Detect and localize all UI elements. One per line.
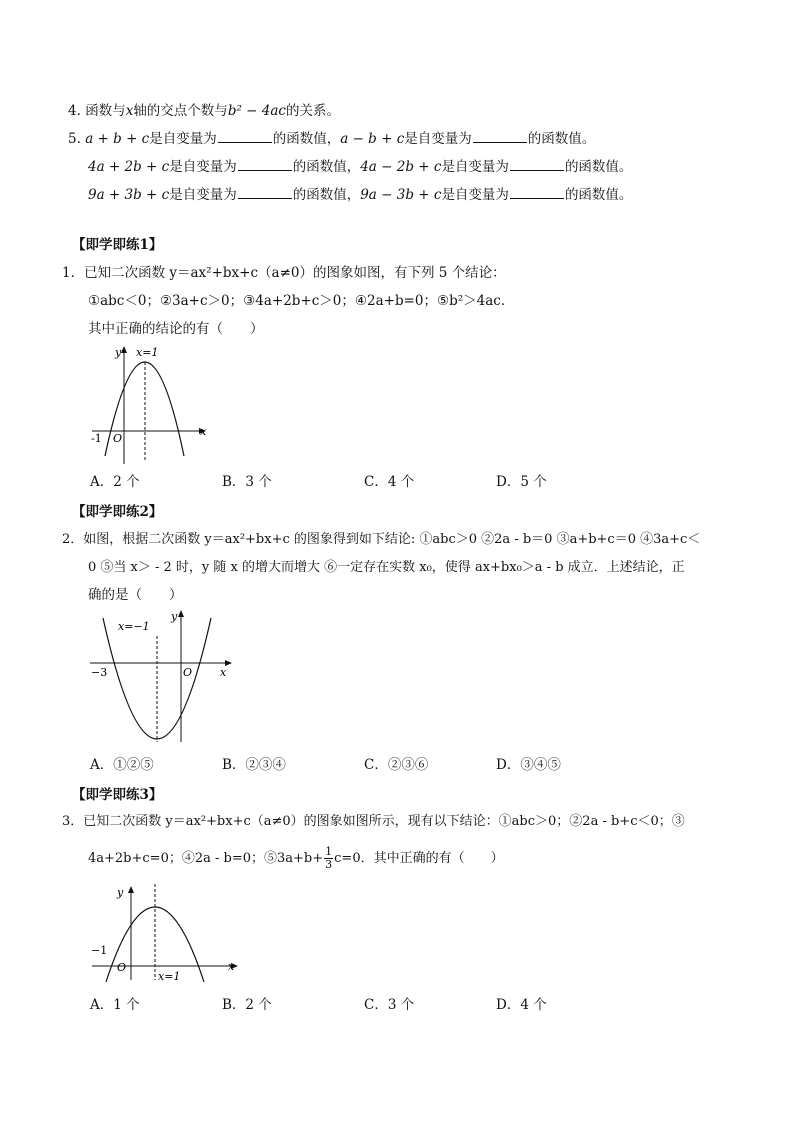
practice-2-option-b[interactable]: B．②③④	[222, 757, 286, 773]
practice-1-parabola-figure	[88, 344, 218, 468]
practice-3-question-line1: 3．已知二次函数 y＝ax²+bx+c（a≠0）的图象如图所示，现有以下结论：①abc＞0；②2a - b+c＜0；③	[62, 814, 685, 829]
fill-blank[interactable]	[218, 130, 272, 143]
y-axis-label: y	[115, 346, 122, 359]
review-item-5-row1: 5. a + b + c是自变量为 的函数值，a − b + c是自变量为 的函数值。	[68, 131, 596, 147]
fill-blank[interactable]	[238, 158, 292, 171]
practice-2-option-a[interactable]: A．①②⑤	[90, 757, 154, 773]
practice-2-option-c[interactable]: C．②③⑥	[364, 757, 429, 773]
practice-2-question-line1: 2．如图，根据二次函数 y＝ax²+bx+c 的图象得到如下结论: ①abc＞0 ②2a - b＝0 ③a+b+c＝0 ④3a+c＜	[62, 532, 701, 547]
origin-label: O	[117, 961, 127, 974]
practice-2-heading: 【即学即练2】	[72, 504, 163, 520]
y-axis-label: y	[117, 886, 124, 899]
practice-2-question-line3: 确的是（ ）	[88, 587, 183, 603]
practice-3-option-c[interactable]: C．3 个	[364, 997, 415, 1013]
practice-3-option-d[interactable]: D．4 个	[496, 997, 547, 1013]
origin-label: O	[113, 432, 123, 445]
practice-1-question-line2: ①abc＜0；②3a+c＞0；③4a+2b+c＞0；④2a+b=0；⑤b²＞4ac．	[88, 293, 515, 309]
y-axis-arrow	[178, 610, 184, 617]
practice-1-option-d[interactable]: D．5 个	[496, 474, 547, 490]
symmetry-axis-label: x=−1	[118, 620, 150, 633]
review-item-5-row3: 9a + 3b + c是自变量为 的函数值，9a − 3b + c是自变量为 的函数值。	[88, 187, 633, 203]
neg-three-label: −3	[91, 666, 108, 679]
practice-3-parabola-figure	[88, 880, 244, 990]
fill-blank[interactable]	[510, 158, 564, 171]
y-axis-arrow	[121, 346, 127, 353]
symmetry-axis-label: x=1	[136, 346, 159, 359]
symmetry-axis-label: x=1	[158, 970, 181, 983]
fraction-one-third: $\frac{1}{3}$	[325, 845, 333, 871]
practice-1-option-b[interactable]: B．3 个	[222, 474, 272, 490]
practice-1-option-a[interactable]: A．2 个	[90, 474, 140, 490]
y-axis-label: y	[171, 610, 178, 623]
y-axis-arrow	[128, 886, 134, 893]
x-axis-label: x	[228, 960, 235, 973]
fill-blank[interactable]	[510, 186, 564, 199]
neg-one-label: -1	[91, 432, 102, 445]
x-axis-label: x	[200, 425, 207, 438]
x-axis-label: x	[220, 666, 227, 679]
practice-2-parabola-figure	[88, 606, 238, 746]
neg-one-label: −1	[91, 944, 108, 957]
review-item-4: 4. 函数与x轴的交点个数与b² − 4ac的关系。	[68, 103, 340, 119]
fill-blank[interactable]	[473, 130, 527, 143]
practice-1-heading: 【即学即练1】	[72, 237, 163, 253]
practice-3-question-line2: 4a+2b+c=0；④2a - b=0；⑤3a+b+ $\frac{1}{3}$ c=0．其中正确的有（ ）	[88, 845, 504, 871]
practice-1-option-c[interactable]: C．4 个	[364, 474, 415, 490]
practice-1-question-line3: 其中正确的结论的有（ ）	[88, 321, 264, 337]
practice-3-option-b[interactable]: B．2 个	[222, 997, 272, 1013]
practice-2-question-line2: 0 ⑤当 x＞ - 2 时，y 随 x 的增大而增大 ⑥一定存在实数 x₀，使得 ax+bx₀＞a - b 成立．上述结论，正	[88, 560, 685, 575]
practice-3-heading: 【即学即练3】	[72, 787, 163, 803]
practice-2-option-d[interactable]: D．③④⑤	[496, 757, 561, 773]
practice-1-question-line1: 1．已知二次函数 y＝ax²+bx+c（a≠0）的图象如图，有下列 5 个结论：	[62, 265, 506, 281]
fill-blank[interactable]	[238, 186, 292, 199]
review-item-5-row2: 4a + 2b + c是自变量为 的函数值，4a − 2b + c是自变量为 的函数值。	[88, 159, 633, 175]
practice-3-option-a[interactable]: A．1 个	[90, 997, 140, 1013]
origin-label: O	[183, 666, 193, 679]
